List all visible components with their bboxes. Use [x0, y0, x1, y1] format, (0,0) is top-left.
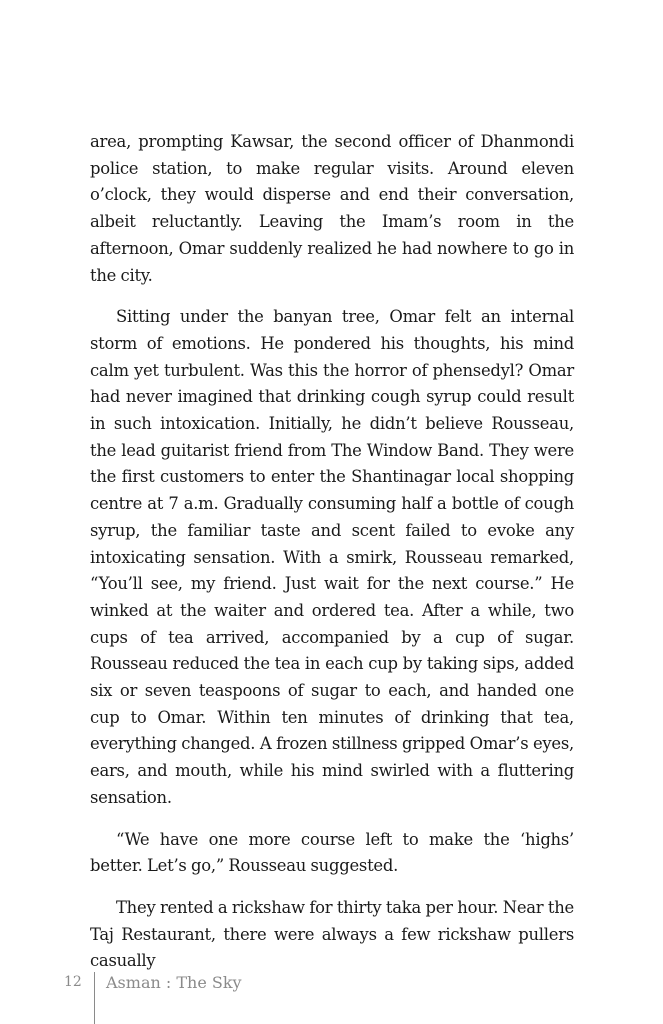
paragraph-4: They rented a rickshaw for thirty taka per hour. Near the Taj Restaurant, there were always a few rickshaw pullers casually — [90, 897, 574, 971]
paragraph-3: “We have one more course left to make the ‘highs’ better. Let’s go,” Rousseau suggested. — [90, 829, 574, 876]
running-title: Asman : The Sky — [106, 973, 242, 992]
paragraph-2: Sitting under the banyan tree, Omar felt an internal storm of emotions. He pondered his thoughts, his mind calm yet turbulent. Was this the horror of phensedyl? Omar had never imagined that drinking cough syrup could result in such intoxication. Initially, he didn’t believe Rousseau, the lead guitarist friend from The Window Band. They were the first customers to enter the Shantinagar local shopping centre at 7 a.m. Gradually consuming half a bottle of cough syrup, the familiar taste and scent failed to evoke any intoxicating sensation. With a smirk, Rousseau remarked, “You’ll see, my friend. Just wait for the next course.” He winked at the waiter and ordered tea. After a while, two cups of tea arrived, accompanied by a cup of sugar. Rousseau reduced the tea in each cup by taking sips, added six or seven teaspoons of sugar to each, and handed one cup to Omar. Within ten minutes of drinking that tea, everything changed. A frozen stillness gripped Omar’s eyes, ears, and mouth, while his mind swirled with a fluttering sensation. — [90, 307, 574, 807]
paragraph-1: area, prompting Kawsar, the second officer of Dhanmondi police station, to make regular visits. Around eleven o’clock, they would disperse and end their conversation, albeit reluctantly. Leaving the Imam’s room in the afternoon, Omar suddenly realized he had nowhere to go in the city. — [90, 132, 574, 285]
footer-divider — [94, 972, 95, 1024]
page-body — [90, 129, 574, 975]
page-number: 12 — [64, 974, 82, 990]
page-footer — [0, 970, 663, 1024]
